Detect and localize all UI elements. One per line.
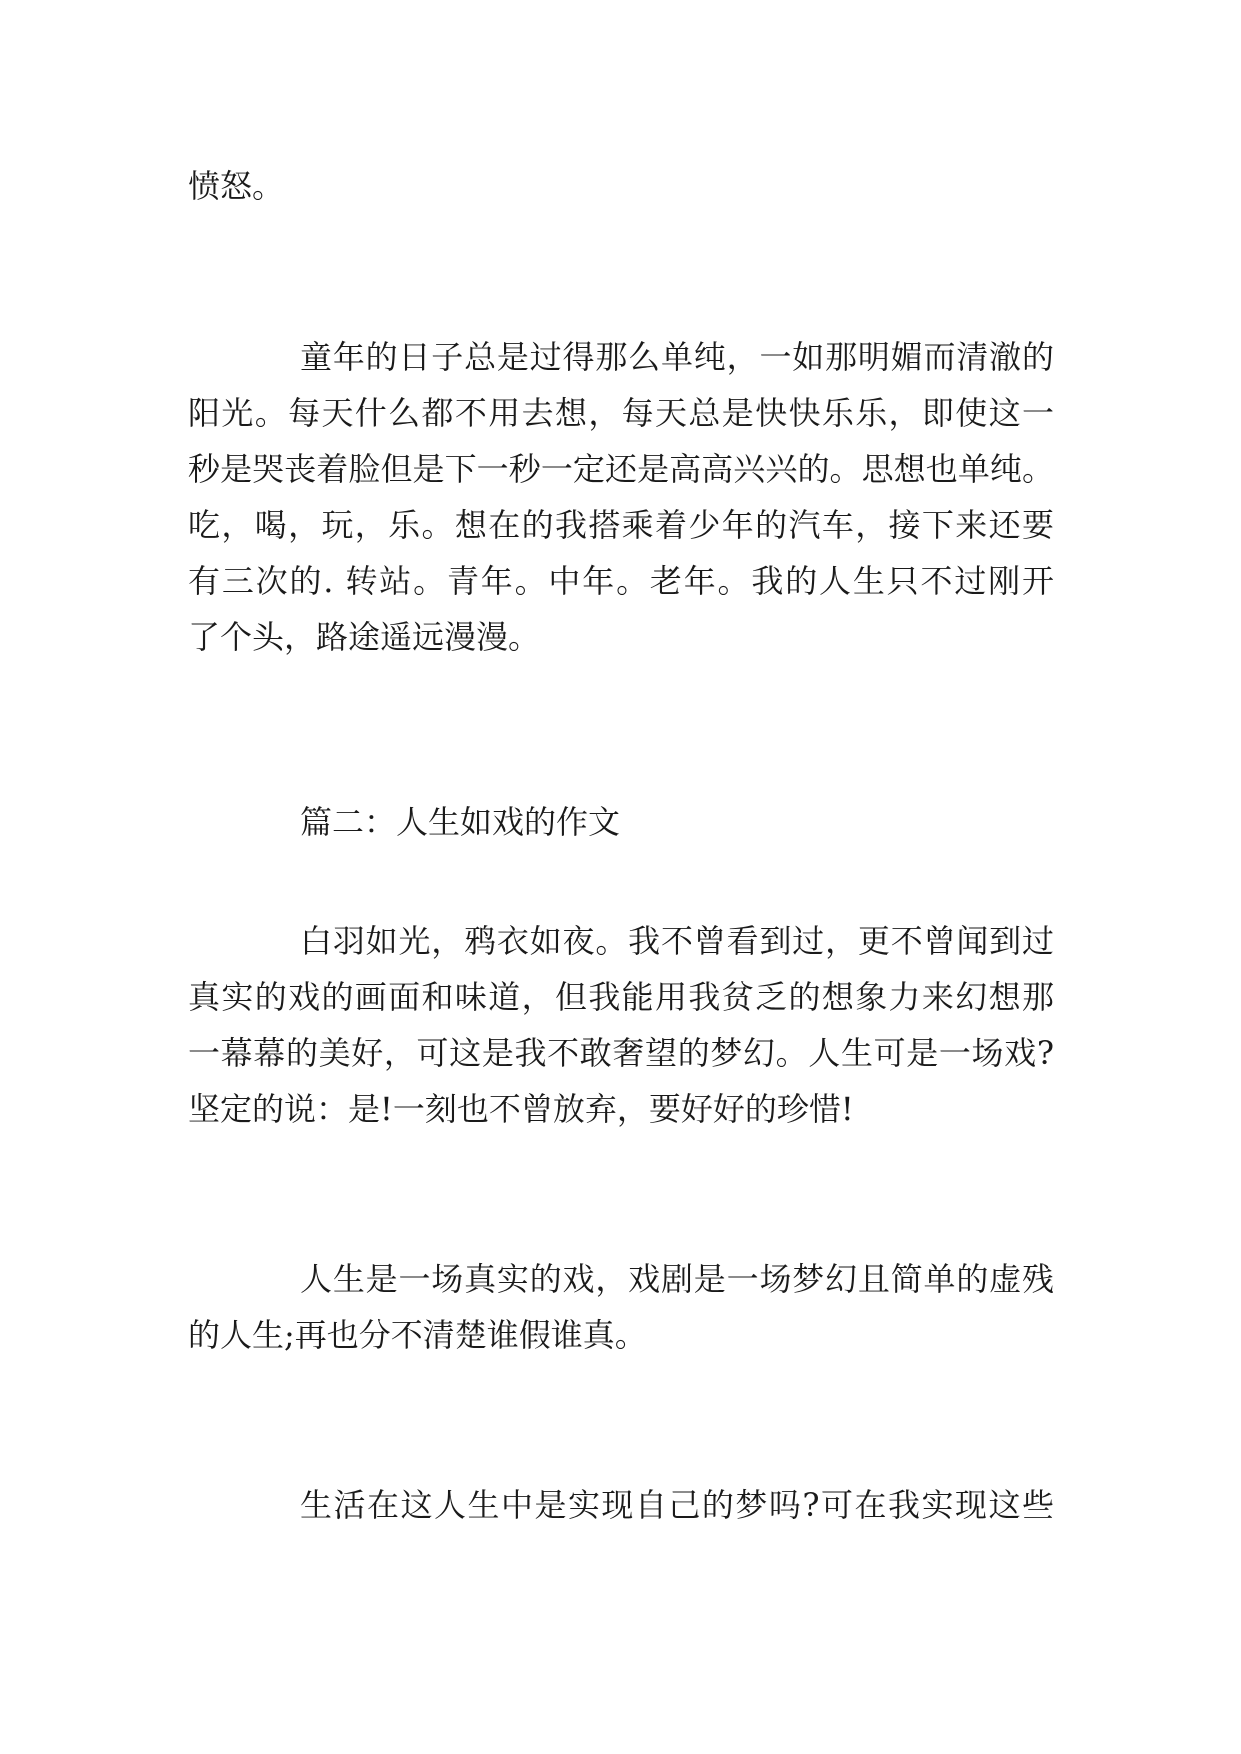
paragraph-line: 有三次的. 转站。青年。中年。老年。我的人生只不过刚开 (188, 562, 1054, 600)
paragraph-line: 秒是哭丧着脸但是下一秒一定还是高高兴兴的。思想也单纯。 (188, 450, 1054, 488)
paragraph-line: 的人生;再也分不清楚谁假谁真。 (188, 1316, 647, 1354)
paragraph-line: 白羽如光，鸦衣如夜。我不曾看到过，更不曾闻到过 (300, 922, 1054, 960)
paragraph-line: 生活在这人生中是实现自己的梦吗?可在我实现这些 (300, 1486, 1054, 1524)
paragraph-line: 人生是一场真实的戏，戏剧是一场梦幻且简单的虚残 (300, 1260, 1054, 1298)
paragraph-line: 了个头，路途遥远漫漫。 (188, 618, 541, 656)
paragraph-line: 吃，喝，玩，乐。想在的我搭乘着少年的汽车，接下来还要 (188, 506, 1054, 544)
paragraph-line: 一幕幕的美好，可这是我不敢奢望的梦幻。人生可是一场戏? (188, 1034, 1054, 1072)
section-heading: 篇二：人生如戏的作文 (300, 803, 621, 841)
paragraph-line: 坚定的说：是!一刻也不曾放弃，要好好的珍惜! (188, 1090, 854, 1128)
paragraph-line: 阳光。每天什么都不用去想，每天总是快快乐乐，即使这一 (188, 394, 1054, 432)
text-fragment: 愤怒。 (188, 167, 285, 205)
paragraph-line: 童年的日子总是过得那么单纯，一如那明媚而清澈的 (300, 338, 1054, 376)
paragraph-line: 真实的戏的画面和味道，但我能用我贫乏的想象力来幻想那 (188, 978, 1054, 1016)
